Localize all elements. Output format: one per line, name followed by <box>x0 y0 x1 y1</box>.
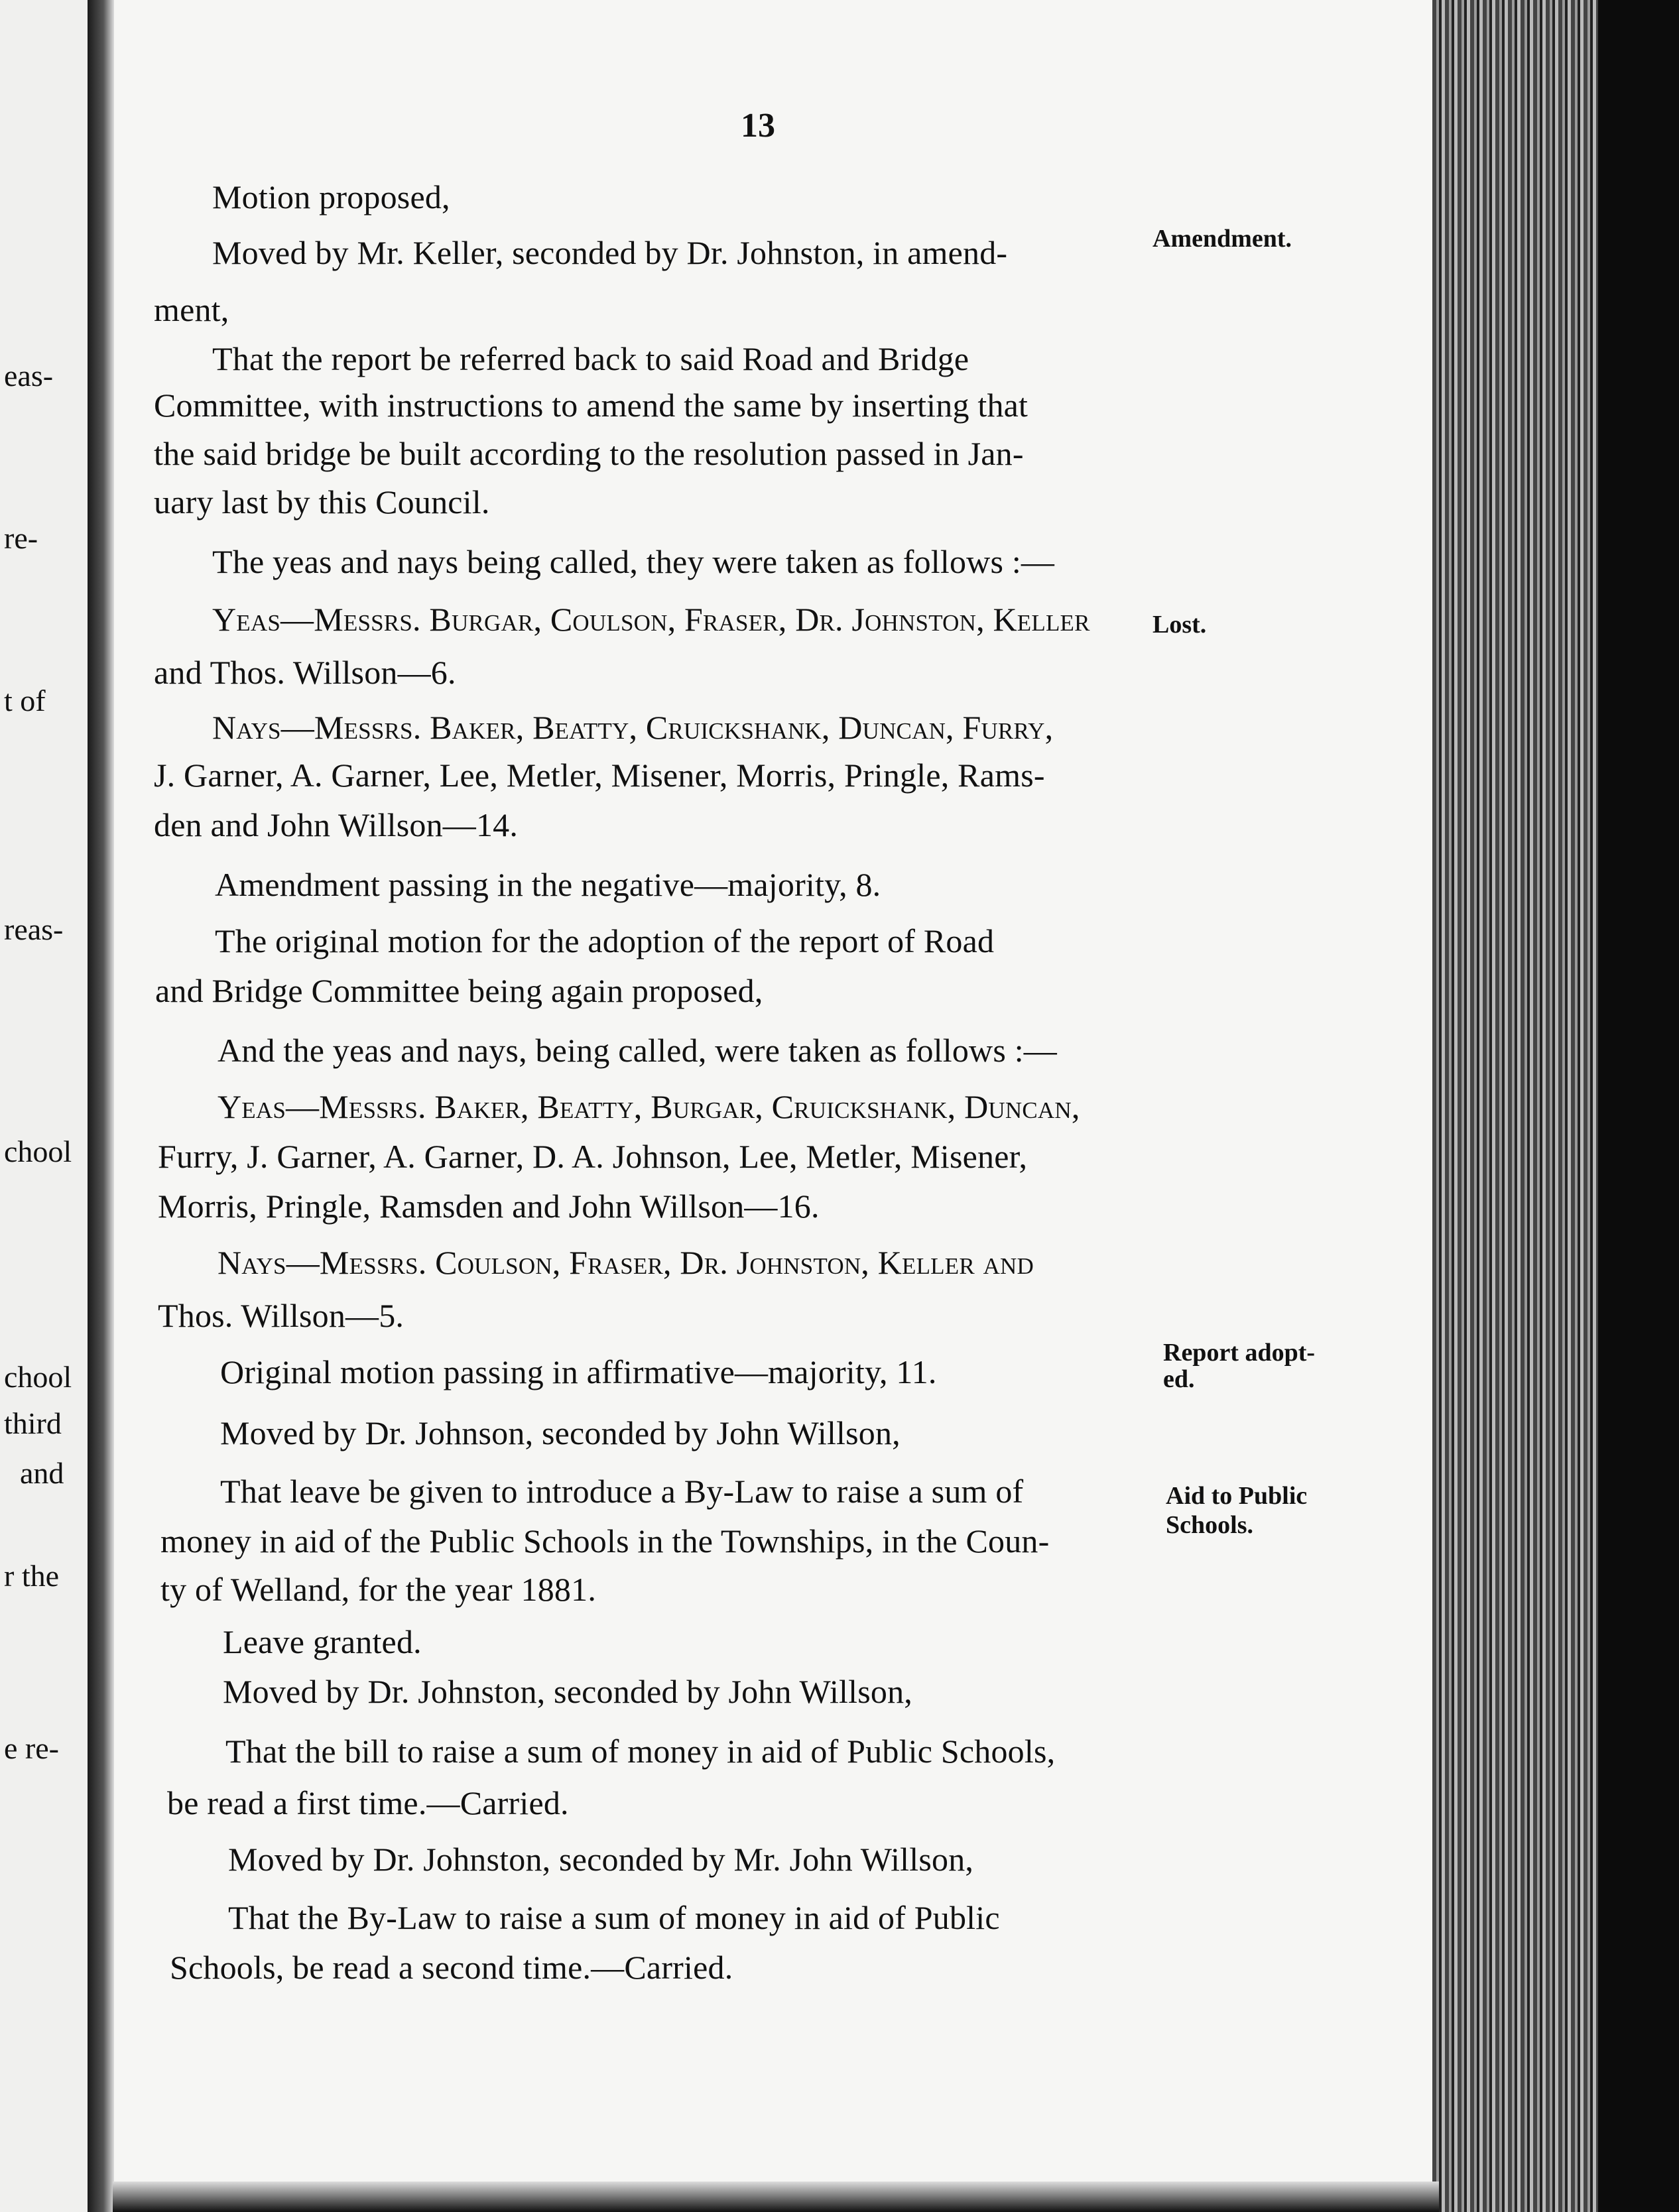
left-fragment: chool <box>4 1135 72 1168</box>
text-line: uary last by this Council. <box>154 483 490 521</box>
left-fragment: reas- <box>4 912 64 946</box>
text-line: And the yeas and nays, being called, were taken as follows :— <box>218 1032 1057 1069</box>
text-line: and Bridge Committee being again proposed, <box>155 972 763 1009</box>
left-fragment: e re- <box>4 1731 59 1765</box>
text-line: Amendment passing in the negative—majority, 8. <box>215 866 881 903</box>
text-line: That leave be given to introduce a By-Law to raise a sum of <box>220 1473 1024 1510</box>
scan-background <box>1598 0 1679 2212</box>
text-line: J. Garner, A. Garner, Lee, Metler, Misener, Morris, Pringle, Rams- <box>154 757 1045 794</box>
text-line: be read a first time.—Carried. <box>167 1784 569 1821</box>
text-line: den and John Willson—14. <box>154 806 519 843</box>
margin-note-report-adopted-2: ed. <box>1163 1365 1195 1393</box>
text-line: Committee, with instructions to amend the same by inserting that <box>154 387 1028 424</box>
left-fragment: t of <box>4 684 46 717</box>
text-line: Moved by Mr. Keller, seconded by Dr. Johnston, in amend- <box>212 234 1008 271</box>
text-line: The yeas and nays being called, they were taken as follows :— <box>212 543 1055 580</box>
margin-note-schools: Schools. <box>1166 1511 1253 1539</box>
text-line: Moved by Dr. Johnston, seconded by Mr. John Willson, <box>228 1841 974 1878</box>
left-fragment: eas- <box>4 359 54 393</box>
text-line: Schools, be read a second time.—Carried. <box>170 1949 733 1986</box>
text-line: That the bill to raise a sum of money in aid of Public Schools, <box>225 1733 1056 1770</box>
text-line: Nays—Messrs. Baker, Beatty, Cruickshank, Duncan, Furry, <box>212 709 1054 746</box>
text-line: Moved by Dr. Johnson, seconded by John Willson, <box>220 1414 901 1451</box>
text-line: and Thos. Willson—6. <box>154 654 456 691</box>
page <box>114 0 1432 2181</box>
text-line: The original motion for the adoption of the report of Road <box>215 922 995 959</box>
left-fragment: r the <box>4 1559 60 1593</box>
text-line: Furry, J. Garner, A. Garner, D. A. Johnson, Lee, Metler, Misener, <box>158 1138 1028 1175</box>
text-line: Motion proposed, <box>212 178 450 215</box>
margin-note-amendment: Amendment. <box>1152 225 1292 253</box>
text-line: Leave granted. <box>223 1623 422 1660</box>
text-line: Yeas—Messrs. Baker, Beatty, Burgar, Cruickshank, Duncan, <box>218 1088 1080 1125</box>
left-fragment: chool <box>4 1360 72 1394</box>
left-fragment: re- <box>4 521 38 555</box>
previous-page-edge <box>0 0 88 2212</box>
margin-note-lost: Lost. <box>1152 611 1207 639</box>
text-line: Moved by Dr. Johnston, seconded by John Willson, <box>223 1673 912 1710</box>
text-line: ment, <box>154 291 229 328</box>
text-line: That the By-Law to raise a sum of money in aid of Public <box>228 1899 1000 1936</box>
page-edge-stack <box>1432 0 1598 2212</box>
text-line: ty of Welland, for the year 1881. <box>160 1571 597 1608</box>
margin-note-aid-to-public: Aid to Public <box>1166 1482 1308 1510</box>
text-line: money in aid of the Public Schools in the Townships, in the Coun- <box>160 1522 1050 1560</box>
book-gutter <box>88 0 114 2212</box>
margin-note-report-adopted: Report adopt- <box>1163 1339 1316 1367</box>
text-line: the said bridge be built according to the resolution passed in Jan- <box>154 435 1024 472</box>
text-line: Morris, Pringle, Ramsden and John Willson—16. <box>158 1188 820 1225</box>
page-number: 13 <box>741 107 775 145</box>
left-fragment: third <box>4 1406 62 1440</box>
text-line: Original motion passing in affirmative—majority, 11. <box>220 1353 937 1390</box>
text-line: That the report be referred back to said Road and Bridge <box>212 340 969 377</box>
bottom-shadow <box>113 2181 1439 2212</box>
left-fragment: and <box>20 1456 64 1490</box>
text-line: Thos. Willson—5. <box>158 1297 404 1334</box>
text-line: Nays—Messrs. Coulson, Fraser, Dr. Johnston, Keller and <box>218 1244 1034 1281</box>
text-line: Yeas—Messrs. Burgar, Coulson, Fraser, Dr. Johnston, Keller <box>212 601 1090 638</box>
